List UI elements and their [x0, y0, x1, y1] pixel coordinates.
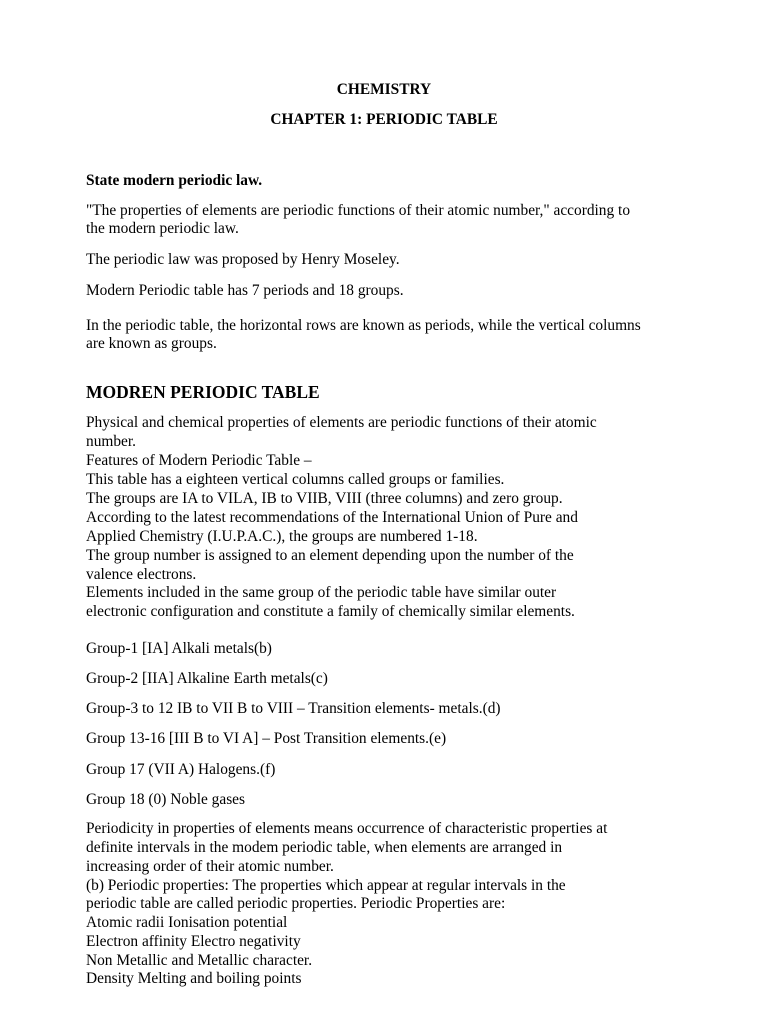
group-item: Group-2 [IIA] Alkaline Earth metals(c) [86, 670, 328, 687]
paragraph-line: Elements included in the same group of the periodic table have similar outer [86, 584, 557, 601]
paragraph-line: The periodic law was proposed by Henry Moseley. [86, 251, 400, 268]
subject-title: CHEMISTRY [336, 81, 432, 98]
paragraph-line: Non Metallic and Metallic character. [86, 952, 313, 969]
paragraph-line: According to the latest recommendations of the International Union of Pure and [86, 509, 578, 526]
paragraph-line: The group number is assigned to an element depending upon the number of the [86, 547, 574, 564]
chapter-title: CHAPTER 1: PERIODIC TABLE [270, 111, 498, 128]
group-item: Group-3 to 12 IB to VII B to VIII – Transition elements- metals.(d) [86, 700, 501, 717]
paragraph-line: Electron affinity Electro negativity [86, 933, 301, 950]
paragraph-line: are known as groups. [86, 335, 217, 352]
paragraph-line: Physical and chemical properties of elements are periodic functions of their atomic [86, 414, 597, 431]
paragraph-line: the modern periodic law. [86, 220, 239, 237]
paragraph-line: Applied Chemistry (I.U.P.A.C.), the groups are numbered 1-18. [86, 528, 478, 545]
paragraph-line: number. [86, 433, 137, 450]
paragraph-line: The groups are IA to VILA, IB to VIIB, VIII (three columns) and zero group. [86, 490, 563, 507]
question-heading: State modern periodic law. [86, 172, 263, 189]
paragraph-line: Atomic radii Ionisation potential [86, 914, 288, 931]
paragraph-line: In the periodic table, the horizontal rows are known as periods, while the vertical columns [86, 317, 641, 334]
paragraph-line: periodic table are called periodic properties. Periodic Properties are: [86, 895, 506, 912]
group-item: Group 17 (VII A) Halogens.(f) [86, 761, 276, 778]
group-item: Group-1 [IA] Alkali metals(b) [86, 640, 272, 657]
paragraph-line: Modern Periodic table has 7 periods and 18 groups. [86, 282, 404, 299]
group-item: Group 13-16 [III B to VI A] – Post Transition elements.(e) [86, 730, 447, 747]
paragraph-line: (b) Periodic properties: The properties which appear at regular intervals in the [86, 877, 566, 894]
paragraph-line: Features of Modern Periodic Table – [86, 452, 312, 469]
paragraph-line: Periodicity in properties of elements means occurrence of characteristic properties at [86, 820, 608, 837]
group-item: Group 18 (0) Noble gases [86, 791, 246, 808]
paragraph-line: increasing order of their atomic number. [86, 858, 334, 875]
paragraph-line: Density Melting and boiling points [86, 970, 302, 987]
paragraph-line: valence electrons. [86, 566, 197, 583]
section-heading: MODREN PERIODIC TABLE [86, 382, 320, 402]
paragraph-line: electronic configuration and constitute a family of chemically similar elements. [86, 603, 575, 620]
paragraph-line: This table has a eighteen vertical columns called groups or families. [86, 471, 505, 488]
paragraph-line: definite intervals in the modem periodic table, when elements are arranged in [86, 839, 563, 856]
paragraph-line: "The properties of elements are periodic functions of their atomic number," according to [86, 202, 631, 219]
